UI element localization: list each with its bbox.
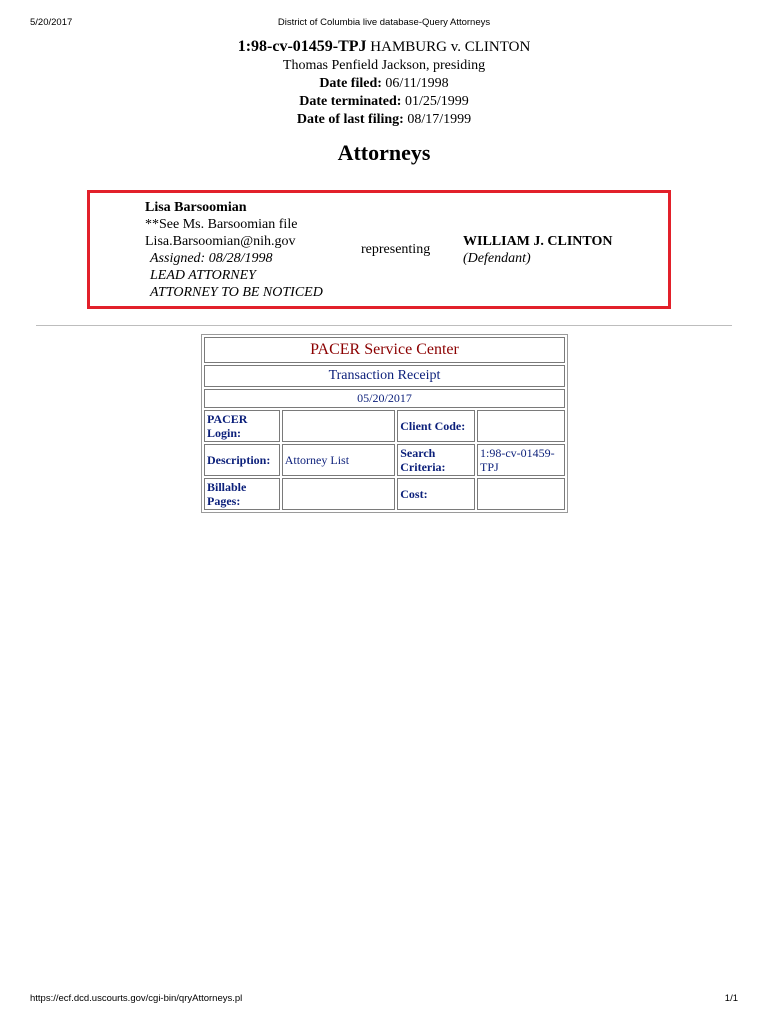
date-filed-label: Date filed: (319, 76, 382, 91)
case-caption-line (0, 37, 768, 57)
pacer-receipt-table (201, 334, 568, 513)
attorneys-heading: Attorneys (337, 140, 431, 165)
attorney-assigned: Assigned: 08/28/1998 (150, 251, 273, 266)
attorney-lead: LEAD ATTORNEY (150, 268, 256, 283)
billable-pages-label: Billable Pages: (204, 478, 280, 510)
description-label: Description: (204, 444, 280, 476)
receipt-subtitle: Transaction Receipt (204, 365, 565, 387)
case-caption: HAMBURG v. CLINTON (370, 39, 531, 55)
description-value: Attorney List (282, 444, 396, 476)
date-terminated-line (0, 93, 768, 111)
billable-pages-value (282, 478, 396, 510)
party-name: WILLIAM J. CLINTON (463, 234, 613, 249)
presiding-judge: Thomas Penfield Jackson, presiding (282, 58, 486, 73)
representing-label: representing (361, 242, 431, 257)
case-number: 1:98-cv-01459-TPJ (237, 38, 367, 55)
party-info (463, 233, 613, 267)
search-criteria-label: Search Criteria: (397, 444, 475, 476)
print-date: 5/20/2017 (30, 17, 73, 28)
attorney-info (145, 199, 323, 301)
date-last-filing-value: 08/17/1999 (407, 112, 472, 127)
client-code-label: Client Code: (397, 410, 475, 442)
page-url: https://ecf.dcd.uscourts.gov/cgi-bin/qryAttorneys.pl (30, 993, 243, 1004)
print-title: District of Columbia live database-Query Attorneys (277, 17, 491, 28)
horizontal-rule (36, 325, 732, 326)
page-count: 1/1 (724, 993, 738, 1004)
party-role: (Defendant) (463, 251, 531, 266)
attorney-email: Lisa.Barsoomian@nih.gov (145, 234, 296, 249)
date-terminated-value: 01/25/1999 (404, 94, 469, 109)
date-filed-value: 06/11/1998 (385, 76, 449, 91)
cost-value (477, 478, 565, 510)
date-last-filing-label: Date of last filing: (296, 112, 404, 127)
cost-label: Cost: (397, 478, 475, 510)
date-filed-line (0, 75, 768, 93)
date-terminated-label: Date terminated: (299, 94, 402, 109)
attorney-noticed: ATTORNEY TO BE NOTICED (150, 285, 323, 300)
login-label: PACER Login: (204, 410, 280, 442)
attorney-note: **See Ms. Barsoomian file (145, 217, 298, 232)
client-code-value (477, 410, 565, 442)
login-value (282, 410, 396, 442)
receipt-title: PACER Service Center (204, 337, 565, 363)
print-footer (30, 993, 738, 1007)
attorney-name: Lisa Barsoomian (145, 200, 247, 215)
date-last-filing-line (0, 111, 768, 129)
print-header (30, 17, 738, 31)
search-criteria-value: 1:98-cv-01459-TPJ (477, 444, 565, 476)
case-header (0, 37, 768, 129)
receipt-date: 05/20/2017 (204, 389, 565, 408)
